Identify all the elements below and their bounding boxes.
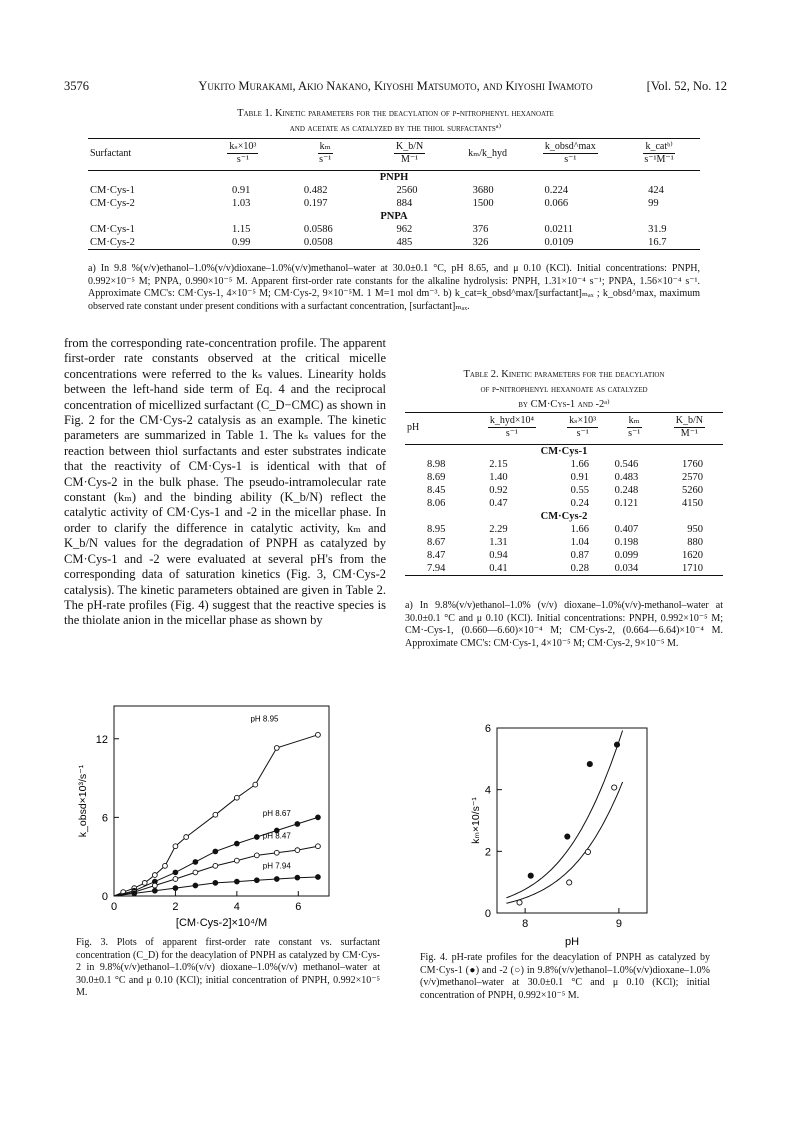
- table-row: [88, 236, 700, 250]
- data-point: [587, 761, 592, 766]
- cell-km: 0.099: [614, 550, 639, 561]
- data-point: [565, 834, 570, 839]
- data-point: [316, 875, 321, 880]
- data-point: [585, 849, 590, 854]
- table-row: [405, 562, 723, 576]
- cell-kcat: 99: [648, 198, 659, 209]
- data-point: [274, 877, 279, 882]
- y-tick-label: 12: [95, 733, 108, 746]
- y-tick-label: 0: [101, 891, 108, 903]
- cell-ratio: 376: [472, 224, 489, 235]
- table1-title-line1: Table 1. Kinetic parameters for the deacylation of p-nitrophenyl hexanoate: [237, 108, 554, 119]
- x-tick-label: 4: [233, 901, 240, 913]
- table2-title-line1: Table 2. Kinetic parameters for the deacylation: [463, 369, 665, 380]
- data-point: [253, 782, 258, 787]
- table1: [88, 138, 700, 250]
- volume-info: [Vol. 52, No. 12: [646, 79, 727, 93]
- y-tick-label: 0: [484, 908, 491, 920]
- cell-ph: 8.47: [427, 550, 446, 561]
- table-row: [405, 471, 723, 484]
- data-point: [614, 742, 619, 747]
- data-point: [213, 863, 218, 868]
- cell-ratio: 326: [472, 237, 489, 248]
- data-point: [254, 853, 259, 858]
- data-point: [612, 785, 617, 790]
- data-point: [234, 841, 239, 846]
- data-point: [234, 879, 239, 884]
- cell-ks: 1.15: [232, 224, 251, 235]
- t1-header-surfactant: Surfactant: [90, 147, 132, 159]
- data-point: [234, 858, 239, 863]
- cell-km: 0.197: [303, 198, 328, 209]
- cell-km: 0.482: [303, 185, 328, 196]
- t2-header-khyd: $\frac{\text{k\_hyd×10⁴}}{\text{s⁻¹}}$: [489, 415, 534, 439]
- table2-footnote: a) In 9.8%(v/v)ethanol–1.0% (v/v) dioxane–1.0%(v/v)-methanol–water at 30.0±0.1 °C and μ 0.10 (KCl). Initial concentrations: PNPH, 0.992×10⁻⁵ M; CM·-Cys-1, (0.660—6.60)×10⁻⁴ M; CM·Cys-2, (0.664—6.64)×10⁻⁴ M. Approximate CMC's: CM·Cys-1, 4×10⁻⁵ M; CM·Cys-2, 9×10⁻⁵ M.: [405, 600, 723, 649]
- cell-ks: 1.66: [570, 524, 590, 535]
- data-point: [274, 746, 279, 751]
- data-point: [193, 860, 198, 865]
- cell-ks: 0.91: [232, 185, 251, 196]
- figure4-chart: [465, 720, 675, 952]
- curve-label: pH 8.47: [262, 831, 291, 841]
- data-point: [152, 883, 157, 888]
- x-axis-label: [CM·Cys-2]×10⁴/M: [175, 917, 268, 929]
- t1-section-pnpa: PNPA: [380, 211, 408, 222]
- cell-kbn: 1710: [682, 563, 703, 574]
- cell-km: 0.0508: [303, 237, 333, 248]
- figure4-caption: Fig. 4. pH-rate profiles for the deacylation of PNPH as catalyzed by CM·Cys-1 (●) and -2 (○) in 9.8%(v/v)ethanol–1.0%(v/v)dioxane–1.0%(v/v)methanol–water at 30.0±0.1 °C and μ 0.10 (KCl); initial concentration of PNPH, 0.992×10⁻⁵ M.: [420, 952, 710, 1001]
- cell-khyd: 0.41: [489, 563, 508, 574]
- y-tick-label: 2: [484, 846, 491, 859]
- cell-kbn: 2560: [396, 185, 418, 196]
- table-row: [405, 484, 723, 497]
- y-tick-label: 6: [101, 812, 108, 825]
- x-tick-label: 6: [295, 901, 302, 913]
- data-point: [193, 883, 198, 888]
- data-point: [295, 822, 300, 827]
- table2-title-line2: of p-nitrophenyl hexanoate as catalyzed: [480, 384, 648, 395]
- y-tick-label: 4: [484, 784, 491, 797]
- data-point: [213, 849, 218, 854]
- cell-khyd: 0.47: [489, 498, 508, 509]
- cell-kbn: 880: [687, 537, 703, 548]
- curve-label: pH 8.67: [262, 809, 291, 819]
- cell-ph: 8.06: [427, 498, 446, 509]
- cell-km: 0.407: [614, 524, 639, 535]
- data-point: [295, 848, 300, 853]
- x-tick-label: 2: [172, 901, 179, 913]
- cell-surfactant: CM·Cys-2: [90, 237, 135, 248]
- data-point: [316, 815, 321, 820]
- cell-kbn: 5260: [682, 485, 703, 496]
- cell-kbn: 884: [396, 198, 413, 209]
- figure3-caption: Fig. 3. Plots of apparent first-order rate constant vs. surfactant concentration (C_D) for the deacylation of PNPH as catalyzed by CM·Cys-2 in 9.8%(v/v)ethanol–1.0%(v/v) dioxane–1.0%(v/v) methanol–water at 30.0±0.1 °C and μ 0.10 (KCl); initial concentration of PNPH, 0.992×10⁻⁵ M.: [76, 937, 380, 998]
- cell-khyd: 2.29: [489, 524, 508, 535]
- cell-khyd: 2.15: [489, 459, 508, 470]
- cell-surfactant: CM·Cys-1: [90, 224, 135, 235]
- cell-ratio: 3680: [472, 185, 494, 196]
- data-point: [517, 900, 522, 905]
- table2: [405, 412, 723, 576]
- fit-curve: [506, 782, 622, 903]
- cell-kcat: 31.9: [648, 224, 667, 235]
- data-point: [316, 844, 321, 849]
- y-tick-label: 6: [484, 723, 491, 735]
- cell-kbn: 1760: [682, 459, 703, 470]
- t2-header-kbn: $\frac{K\_b/N}{\text{M⁻¹}}$: [675, 415, 703, 439]
- data-point: [132, 891, 137, 896]
- t2-section-cys2: CM·Cys-2: [540, 511, 588, 522]
- cell-ph: 8.45: [427, 485, 446, 496]
- data-point: [163, 863, 168, 868]
- table1-footnote: a) In 9.8 %(v/v)ethanol–1.0%(v/v)dioxane–1.0%(v/v)methanol–water at 30.0±0.1 °C, pH 8.65, and μ 0.10 (KCl). Initial concentrations: PNPH, 0.992×10⁻⁵ M; PNPA, 0.990×10⁻⁵ M. Apparent first-order rate constants for the alkaline hydrolysis: PNPH, 1.31×10⁻⁴ s⁻¹; PNPA, 1.56×10⁻⁴ s⁻¹. Approximate CMC's: CM·Cys-1, 4×10⁻⁵ M; CM·Cys-2, 9×10⁻⁵M. 1 M=1 mol dm⁻³. b) k_cat=k_obsd^max/[surfactant]ₘₐₓ ; k_obsd^max, maximum observed rate constant under present conditions with a surfactant concentration, [surfactant]ₘₐₓ.: [88, 263, 700, 312]
- table-row: [88, 223, 700, 236]
- curve-label: pH 8.95: [250, 714, 279, 724]
- cell-km: 0.546: [614, 459, 639, 470]
- cell-kbn: 2570: [682, 472, 703, 483]
- y-axis-label: kₘ×10/s⁻¹: [470, 797, 482, 844]
- data-point: [152, 873, 157, 878]
- cell-km: 0.198: [614, 537, 639, 548]
- data-point: [142, 880, 147, 885]
- plot-frame: [114, 706, 329, 896]
- cell-kobsd: 0.066: [544, 198, 569, 209]
- cell-kcat: 424: [648, 185, 664, 196]
- cell-km: 0.0586: [303, 224, 333, 235]
- data-point: [152, 888, 157, 893]
- cell-kbn: 485: [396, 237, 413, 248]
- cell-kbn: 950: [687, 524, 703, 535]
- cell-ks: 1.66: [570, 459, 590, 470]
- figure3-chart: [64, 698, 384, 936]
- cell-ph: 7.94: [427, 563, 446, 574]
- table2-caption: [405, 367, 723, 412]
- data-point: [173, 877, 178, 882]
- data-point: [528, 873, 533, 878]
- data-point: [254, 878, 259, 883]
- t1-header-kobsd: $\frac{\text{k\_obsd\textasciicircum{}max}}{\text{s⁻¹}}$: [544, 141, 596, 165]
- cell-kbn: 1620: [682, 550, 703, 561]
- cell-ks: 1.04: [570, 537, 590, 548]
- fit-curve: [506, 731, 622, 898]
- t1-header-km: $\frac{\text{kₘ}}{\text{s⁻¹}}$: [319, 141, 332, 165]
- table-row: [405, 458, 723, 471]
- table-row: [405, 497, 723, 510]
- y-axis-label: k_obsd×10³/s⁻¹: [77, 764, 89, 838]
- x-axis-label: pH: [564, 936, 580, 948]
- table1-title-line2: and acetate as catalyzed by the thiol surfactantsᵃ⁾: [289, 123, 502, 134]
- cell-ks: 0.28: [570, 563, 590, 574]
- table-row: [88, 197, 700, 210]
- cell-kbn: 4150: [682, 498, 703, 509]
- table-row: [88, 184, 700, 197]
- table-row: [405, 536, 723, 549]
- data-point: [254, 835, 259, 840]
- cell-surfactant: CM·Cys-1: [90, 185, 135, 196]
- plot-frame: [497, 728, 647, 913]
- cell-kobsd: 0.0211: [544, 224, 574, 235]
- t1-header-kcat: $\frac{\text{k\_catᵇ⁾}}{\text{s⁻¹M⁻¹}}$: [644, 141, 674, 165]
- t1-header-kbn: $\frac{K\_b/N}{\text{M⁻¹}}$: [395, 141, 424, 165]
- author-line: Yukito Murakami, Akio Nakano, Kiyoshi Matsumoto, and Kiyoshi Iwamoto: [198, 79, 593, 93]
- t1-section-pnph: PNPH: [379, 172, 409, 183]
- data-point: [184, 835, 189, 840]
- running-header: [64, 79, 727, 95]
- cell-ph: 8.67: [427, 537, 446, 548]
- t1-header-ks: $\frac{\text{kₛ×10³}}{\text{s⁻¹}}$: [229, 141, 257, 165]
- cell-kbn: 962: [396, 224, 413, 235]
- data-point: [173, 844, 178, 849]
- data-point: [316, 732, 321, 737]
- cell-surfactant: CM·Cys-2: [90, 198, 135, 209]
- cell-kobsd: 0.224: [544, 185, 569, 196]
- cell-ks: 0.99: [232, 237, 251, 248]
- cell-ks: 0.87: [570, 550, 590, 561]
- data-point: [295, 875, 300, 880]
- table-row: [405, 523, 723, 536]
- data-point: [193, 870, 198, 875]
- table1-caption: [64, 106, 727, 136]
- data-point: [173, 870, 178, 875]
- body-paragraph: from the corresponding rate-concentration profile. The apparent first-order rate constants observed at the critical micelle concentrations were referred to the kₛ values. Linearity holds between the left-hand side term of Eq. 4 and the reciprocal concentration of micellized surfactant (C_D−CMC) as shown in Fig. 2 for the CM·Cys-2 catalysis as an example. The kinetic parameters are summarized in Table 1. The kₛ values for the reaction between thiol surfactants and ester substrates indicate that the reactivity of CM·Cys-1 is identical with that of CM·Cys-2 in the bulk phase. The pseudo-intramolecular rate constant (kₘ) and the binding ability (K_b/N) reflect the catalytic activity of CM·Cys-1 and -2 in the micellar phase. In order to clarify the difference in catalytic activity, kₘ and K_b/N values for the degradation of PNPH as catalyzed by CM·Cys-1 and -2 were evaluated at several pH's from the corresponding data of saturation kinetics (Fig. 3, CM·Cys-2 catalysis). The kinetic parameters obtained are given in Table 2. The pH-rate profiles (Fig. 4) suggest that the reactive species is the thiolate anion in the micellar phase as shown by: [64, 336, 386, 628]
- table-row: [405, 549, 723, 562]
- cell-ks: 0.91: [570, 472, 590, 483]
- x-tick-label: 0: [110, 901, 118, 913]
- cell-km: 0.248: [614, 485, 639, 496]
- t2-header-ks: $\frac{\text{kₛ×10³}}{\text{s⁻¹}}$: [569, 415, 597, 439]
- cell-kcat: 16.7: [648, 237, 667, 248]
- data-point: [274, 850, 279, 855]
- data-point: [213, 880, 218, 885]
- x-tick-label: 8: [522, 918, 529, 930]
- t2-section-cys1: CM·Cys-1: [540, 446, 588, 457]
- cell-ph: 8.69: [427, 472, 446, 483]
- cell-ph: 8.95: [427, 524, 446, 535]
- cell-ks: 1.03: [232, 198, 251, 209]
- t2-header-km: $\frac{\text{kₘ}}{\text{s⁻¹}}$: [628, 415, 641, 439]
- cell-khyd: 0.94: [489, 550, 508, 561]
- cell-km: 0.121: [614, 498, 639, 509]
- cell-km: 0.483: [614, 472, 639, 483]
- x-tick-label: 9: [615, 918, 622, 930]
- cell-khyd: 1.40: [489, 472, 508, 483]
- curve-label: pH 7.94: [262, 861, 291, 871]
- t1-header-ratio: kₘ/k_hyd: [468, 147, 508, 159]
- t2-header-ph: pH: [407, 421, 420, 433]
- cell-khyd: 0.92: [489, 485, 508, 496]
- data-point: [173, 886, 178, 891]
- cell-ks: 0.55: [570, 485, 590, 496]
- cell-ratio: 1500: [472, 198, 494, 209]
- cell-khyd: 1.31: [489, 537, 508, 548]
- data-point: [234, 795, 239, 800]
- cell-ph: 8.98: [427, 459, 446, 470]
- cell-km: 0.034: [614, 563, 639, 574]
- table2-title-line3: by CM·Cys-1 and -2ᵃ⁾: [518, 399, 610, 410]
- cell-kobsd: 0.0109: [544, 237, 574, 248]
- page-number: 3576: [64, 79, 89, 93]
- data-point: [567, 880, 572, 885]
- data-point: [213, 812, 218, 817]
- cell-ks: 0.24: [570, 498, 590, 509]
